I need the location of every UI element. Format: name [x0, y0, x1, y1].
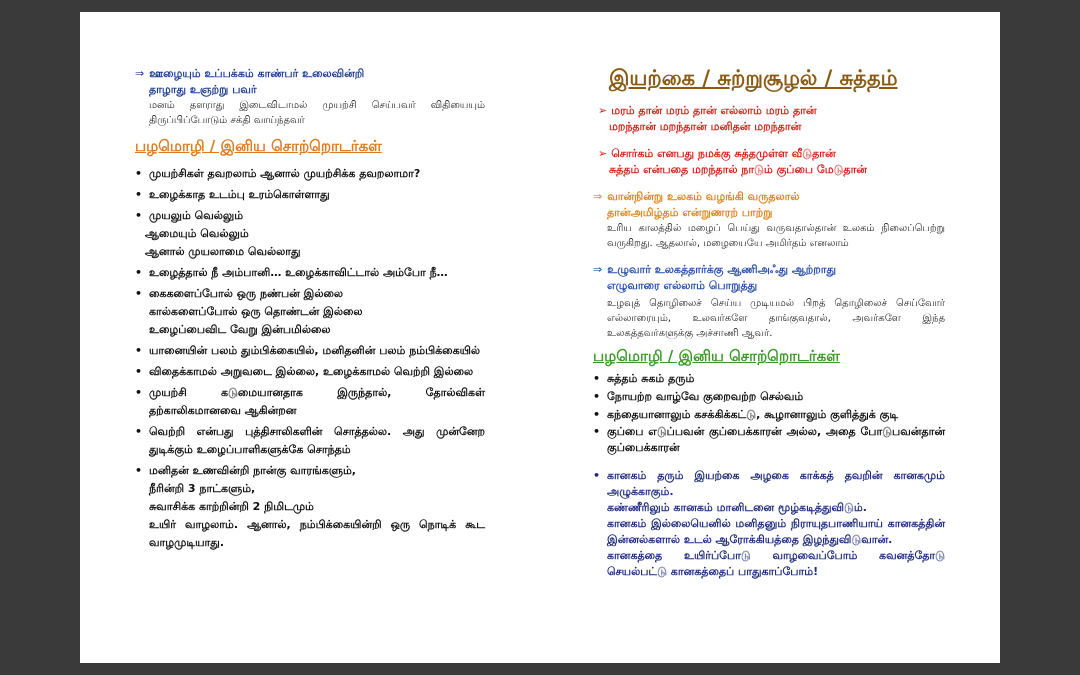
list-item-line: ஆனால் முயலாமை வெல்லாது — [145, 245, 301, 258]
forest-block — [593, 468, 945, 580]
arrowhead-icon: ➢ — [598, 147, 608, 160]
rain-kural-explanation: உரிய காலத்தில் மழைப் பெய்து வருவதால்தான் உலகம் நிலைப்பெற்று வருகிறது. ஆதலால், மழையையே அமிர்தம் எனலாம் — [607, 223, 945, 249]
list-item: • முயற்சிகள் தவறலாம் ஆனால் முயற்சிக்க தவறலாமா? — [135, 165, 485, 183]
list-item-line: ஆமையும் வெல்லும் — [145, 227, 249, 240]
arrow-icon: ⇒ — [593, 190, 603, 203]
farming-kural-explanation: உழவுத் தொழிலைச் செய்ய முடியமல் பிறத் தொழிலைச் செய்வோர் எல்லாரையும், உலவர்களே தாங்குவதால், அவர்களே இந்த உலகத்தவர்களுக்கு அச்சாணி ஆவர். — [607, 298, 945, 339]
rain-kural-block — [593, 189, 945, 251]
list-item: • கானகம் தரும் இயற்கை அழகை காக்கத் தவறின் கானகமும் அழுக்காகும். — [593, 468, 945, 500]
rain-kural-line-1: வான்நின்று உலகம் வழங்கி வருதலால் — [607, 190, 800, 203]
list-item-line: உயிர் வாழலாம். ஆனால், நம்பிக்கையின்றி ஒரு நொடிக் கூட வாழமுடியாது. — [149, 518, 485, 549]
kural-line-2: தாழாது உஞற்று பவர் — [149, 83, 257, 96]
kural-block — [135, 66, 485, 128]
proverbs-heading-nature: பழமொழி / இனிய சொற்றொடர்கள் — [593, 347, 840, 365]
farming-kural-line-1: உழுவார் உலகத்தார்க்கு ஆணிஅஃது ஆற்றாது — [607, 263, 837, 276]
list-item-line: • முயலும் வெல்லும் — [149, 209, 244, 222]
list-item: • உழைத்தால் நீ அம்பானி… உழைக்காவிட்டால் அம்போ நீ… — [135, 264, 485, 282]
list-item: • விதைக்காமல் அறுவடை இல்லை, உழைக்காமல் வெற்றி இல்லை — [135, 363, 485, 381]
list-item — [135, 462, 485, 552]
arrow-icon: ⇒ — [593, 263, 603, 276]
list-item-line: கால்களைப்போல் ஒரு தொண்டன் இல்லை — [149, 305, 363, 318]
cleanliness-slogan — [598, 146, 943, 178]
farming-kural-block — [593, 262, 945, 341]
list-item — [135, 285, 485, 339]
list-item: • சுத்தம் சுகம் தரும் — [593, 370, 945, 388]
tree-slogan-line-2: மறந்தான் மறந்தான் மனிதன் மறந்தான் — [609, 120, 802, 133]
forest-list — [593, 468, 945, 500]
list-item-line: • கைகளைப்போல் ஒரு நண்பன் இல்லை — [149, 287, 344, 300]
tree-slogan-line-1: மரம் தான் மரம் தான் எல்லாம் மரம் தான் — [611, 104, 817, 117]
arrow-icon: ⇒ — [135, 67, 145, 80]
forest-line: கண்ணீரிலும் கானகம் மானிடனை மூழ்கடித்துவிடும். — [607, 501, 867, 514]
forest-line: கானகம் இல்லையெனில் மனிதனும் நிராயுதபாணியாய் கானகத்தின் இன்னல்களால் உடல் ஆரோக்கியத்தை இழந்துவிடுவான். — [607, 517, 945, 546]
proverbs-heading: பழமொழி / இனிய சொற்றொடர்கள் — [135, 137, 382, 155]
list-item: • உழைக்காத உடம்பு உரம்கொள்ளாது — [135, 186, 485, 204]
list-item: • யானையின் பலம் தும்பிக்கையில், மனிதனின் பலம் நம்பிக்கையில் — [135, 342, 485, 360]
list-item — [135, 207, 485, 261]
list-item: • நோயற்ற வாழ்வே குறைவற்ற செல்வம் — [593, 388, 945, 406]
proverb-list — [135, 165, 485, 552]
arrowhead-icon: ➢ — [598, 104, 608, 117]
nature-proverb-list — [593, 370, 945, 456]
kural-line-1: ஊழையும் உப்பக்கம் காண்பர் உலைவின்றி — [149, 67, 365, 80]
tree-slogan — [598, 103, 943, 135]
list-item-line: சுவாசிக்க காற்றின்றி 2 நிமிடமும் — [149, 500, 314, 513]
cleanliness-slogan-line-1: சொர்கம் எனபது நமக்கு சுத்தமுள்ள வீடுதான் — [611, 147, 836, 160]
farming-kural-line-2: எழுவாரை எல்லாம் பொறுத்து — [607, 279, 758, 292]
list-item: • வெற்றி என்பது புத்திசாலிகளின் சொத்தல்ல. அது முன்னேற துடிக்கும் உழைப்பாளிகளுக்கே சொந்தம் — [135, 423, 485, 459]
list-item-line: • மனிதன் உணவின்றி நான்கு வாரங்களும், — [149, 464, 356, 477]
rain-kural-line-2: தான்அமிழ்தம் என்றுணரற் பாற்று — [607, 206, 773, 219]
kural-explanation: மனம் தளராது இடைவிடாமல் முயற்சி செய்பவர் விதியையும் திருப்பிப்போடும் சக்தி வாய்ந்தவர் — [149, 100, 485, 126]
document-page — [80, 12, 1000, 663]
list-item: • கந்தையானாலும் கசக்கிக்கட்டு, கூழானாலும் குளித்துக் குடி — [593, 406, 945, 424]
page-title: இயற்கை / சுற்றுசூழல் / சுத்தம் — [609, 66, 898, 90]
list-item: • முயற்சி கடுமையானதாக இருந்தால், தோல்விகள் தற்காலிகமானவை ஆகின்றன — [135, 384, 485, 420]
forest-line: கானகத்தை உயிர்ப்போடு வாழவைப்போம் கவனத்தோடு செயல்பட்டு கானகத்தைப் பாதுகாப்போம்! — [607, 549, 945, 578]
list-item: • குப்பை எடுப்பவன் குப்பைக்காரன் அல்ல, அதை போடுபவன்தான் குப்பைக்காரன் — [593, 424, 945, 456]
list-item-line: உழைப்பைவிட வேறு இன்பமில்லை — [149, 323, 331, 336]
cleanliness-slogan-line-2: சுத்தம் என்பதை மறந்தால் நாடும் குப்பை மேடுதான் — [609, 163, 867, 176]
list-item-line: நீரின்றி 3 நாட்களும், — [149, 482, 256, 495]
